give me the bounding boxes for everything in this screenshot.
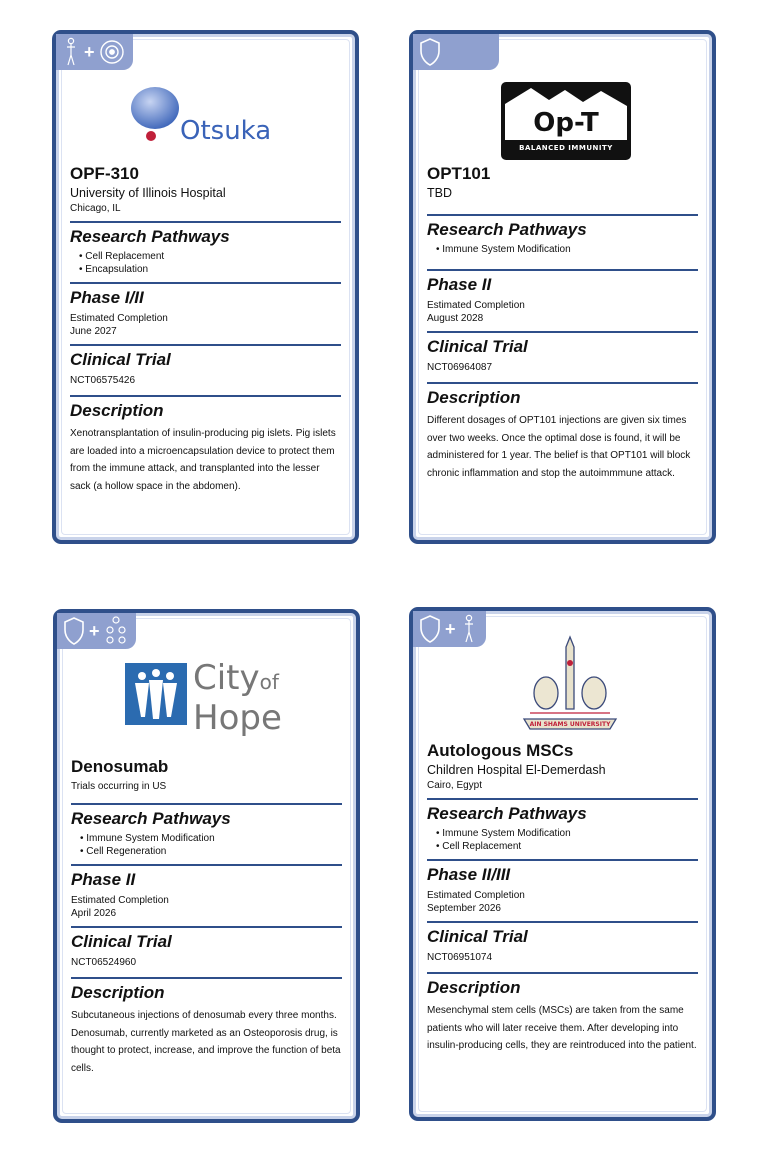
phase-section	[427, 269, 698, 325]
pathway-list	[427, 827, 698, 853]
description-heading: Description	[71, 983, 165, 1002]
research-pathways-heading: Research Pathways	[427, 220, 587, 239]
otsuka-dot-icon	[146, 131, 156, 141]
trial-id-link[interactable]: NCT06964087	[427, 362, 493, 373]
research-pathways-section	[71, 803, 342, 858]
city-of-hope-wordmark-of: of	[259, 670, 279, 694]
trial-city: Cairo, Egypt	[427, 780, 483, 791]
city-of-hope-logo	[125, 658, 295, 738]
body-outline-icon	[62, 37, 80, 67]
pathway-item: • Immune System Modification	[436, 827, 698, 840]
trial-name: Autologous MSCs	[427, 741, 574, 760]
description-section	[427, 382, 698, 482]
otsuka-wordmark: Otsuka	[180, 116, 272, 146]
description-heading: Description	[70, 401, 164, 420]
obelisk-emblem-icon	[524, 637, 616, 729]
shield-icon	[419, 615, 441, 643]
pathway-item: • Encapsulation	[79, 263, 341, 276]
op-t-wordmark: Op-T	[533, 108, 599, 138]
clinical-trial-heading: Clinical Trial	[71, 932, 172, 951]
trial-site: Trials occurring in US	[71, 781, 167, 792]
research-pathways-section	[427, 214, 698, 256]
completion-label: Estimated Completion	[427, 300, 525, 311]
trial-site: TBD	[427, 186, 452, 200]
trial-card-autologous-mscs[interactable]	[409, 607, 716, 1121]
plus-icon: +	[84, 42, 95, 62]
research-pathways-section	[70, 221, 341, 276]
completion-date: April 2026	[71, 908, 117, 919]
completion-label: Estimated Completion	[70, 313, 168, 324]
trial-id-link[interactable]: NCT06524960	[71, 957, 137, 968]
city-of-hope-wordmark-city: City	[193, 658, 260, 698]
pathway-list	[70, 250, 341, 276]
op-t-tagline: BALANCED IMMUNITY	[519, 144, 613, 152]
description-section	[70, 395, 341, 495]
phase-heading: Phase II/III	[427, 865, 511, 884]
trial-site: Children Hospital El-Demerdash	[427, 763, 606, 777]
phase-section	[71, 864, 342, 920]
city-of-hope-emblem-icon	[125, 663, 187, 725]
completion-date: August 2028	[427, 313, 484, 324]
trial-name: OPF-310	[70, 164, 139, 183]
ain-shams-wordmark: AIN SHAMS UNIVERSITY	[529, 721, 611, 728]
pathway-item: • Cell Replacement	[79, 250, 341, 263]
research-pathways-heading: Research Pathways	[427, 804, 587, 823]
pathway-item: • Immune System Modification	[80, 832, 342, 845]
description-heading: Description	[427, 388, 521, 407]
pathway-list	[427, 243, 698, 256]
description-section	[427, 972, 698, 1055]
otsuka-logo	[128, 84, 288, 146]
description-text: Different dosages of OPT101 injections are given six times over two weeks. Once the optimal dose is found, it will be administered for 1 year. The belief is that OPT101 will block chronic inflammation and stop the autoimmmune attack.	[427, 415, 691, 479]
plus-icon: +	[445, 619, 456, 639]
research-pathways-section	[427, 798, 698, 853]
shield-icon	[419, 38, 441, 66]
description-text: Mesenchymal stem cells (MSCs) are taken from the same patients who will later receive them. After developing into insulin-producing cells, they are reintroduced into the patient.	[427, 1005, 697, 1051]
cell-icon	[99, 39, 125, 65]
op-t-logo	[501, 82, 631, 160]
clinical-trial-heading: Clinical Trial	[427, 927, 528, 946]
pathway-icons-tab	[413, 34, 499, 70]
clinical-trial-section	[70, 344, 341, 387]
cell-cluster-icon	[104, 616, 128, 646]
trial-name: OPT101	[427, 164, 491, 183]
clinical-trial-section	[71, 926, 342, 969]
shield-icon	[63, 617, 85, 645]
pathway-item: • Cell Regeneration	[80, 845, 342, 858]
trial-name: Denosumab	[71, 757, 169, 776]
pathway-icons-tab	[56, 34, 133, 70]
phase-section	[70, 282, 341, 338]
pathway-icons-tab	[413, 611, 486, 647]
description-section	[71, 977, 342, 1077]
phase-heading: Phase II	[71, 870, 136, 889]
pathway-item: • Cell Replacement	[436, 840, 698, 853]
clinical-trial-section	[427, 921, 698, 964]
clinical-trial-section	[427, 331, 698, 374]
completion-label: Estimated Completion	[427, 890, 525, 901]
description-heading: Description	[427, 978, 521, 997]
phase-section	[427, 859, 698, 915]
trial-id-link[interactable]: NCT06951074	[427, 952, 493, 963]
clinical-trial-heading: Clinical Trial	[427, 337, 528, 356]
body-outline-icon	[460, 614, 478, 644]
description-text: Subcutaneous injections of denosumab every three months. Denosumab, currently marketed as an Osteoporosis drug, is thought to protect, increase, and improve the function of beta cells.	[71, 1010, 341, 1074]
ain-shams-university-logo	[516, 633, 624, 733]
pathway-list	[71, 832, 342, 858]
completion-date: June 2027	[70, 326, 117, 337]
otsuka-balloon-icon	[131, 87, 179, 129]
trial-id-link[interactable]: NCT06575426	[70, 375, 136, 386]
trial-card-opt101[interactable]	[409, 30, 716, 544]
completion-date: September 2026	[427, 903, 501, 914]
pathway-icons-tab	[57, 613, 136, 649]
phase-heading: Phase I/II	[70, 288, 144, 307]
plus-icon: +	[89, 621, 100, 641]
city-of-hope-wordmark-hope: Hope	[193, 698, 282, 738]
clinical-trial-heading: Clinical Trial	[70, 350, 171, 369]
research-pathways-heading: Research Pathways	[71, 809, 231, 828]
research-pathways-heading: Research Pathways	[70, 227, 230, 246]
trial-city: Chicago, IL	[70, 203, 121, 214]
trial-site: University of Illinois Hospital	[70, 186, 226, 200]
description-text: Xenotransplantation of insulin-producing pig islets. Pig islets are loaded into a microencapsulation device to protect them from the immune attack, and transplanted into the lesser sack (a hollow space in the abdomen).	[70, 428, 336, 492]
pathway-item: • Immune System Modification	[436, 243, 698, 256]
trial-card-denosumab[interactable]	[53, 609, 360, 1123]
completion-label: Estimated Completion	[71, 895, 169, 906]
trial-card-opf-310[interactable]	[52, 30, 359, 544]
phase-heading: Phase II	[427, 275, 492, 294]
